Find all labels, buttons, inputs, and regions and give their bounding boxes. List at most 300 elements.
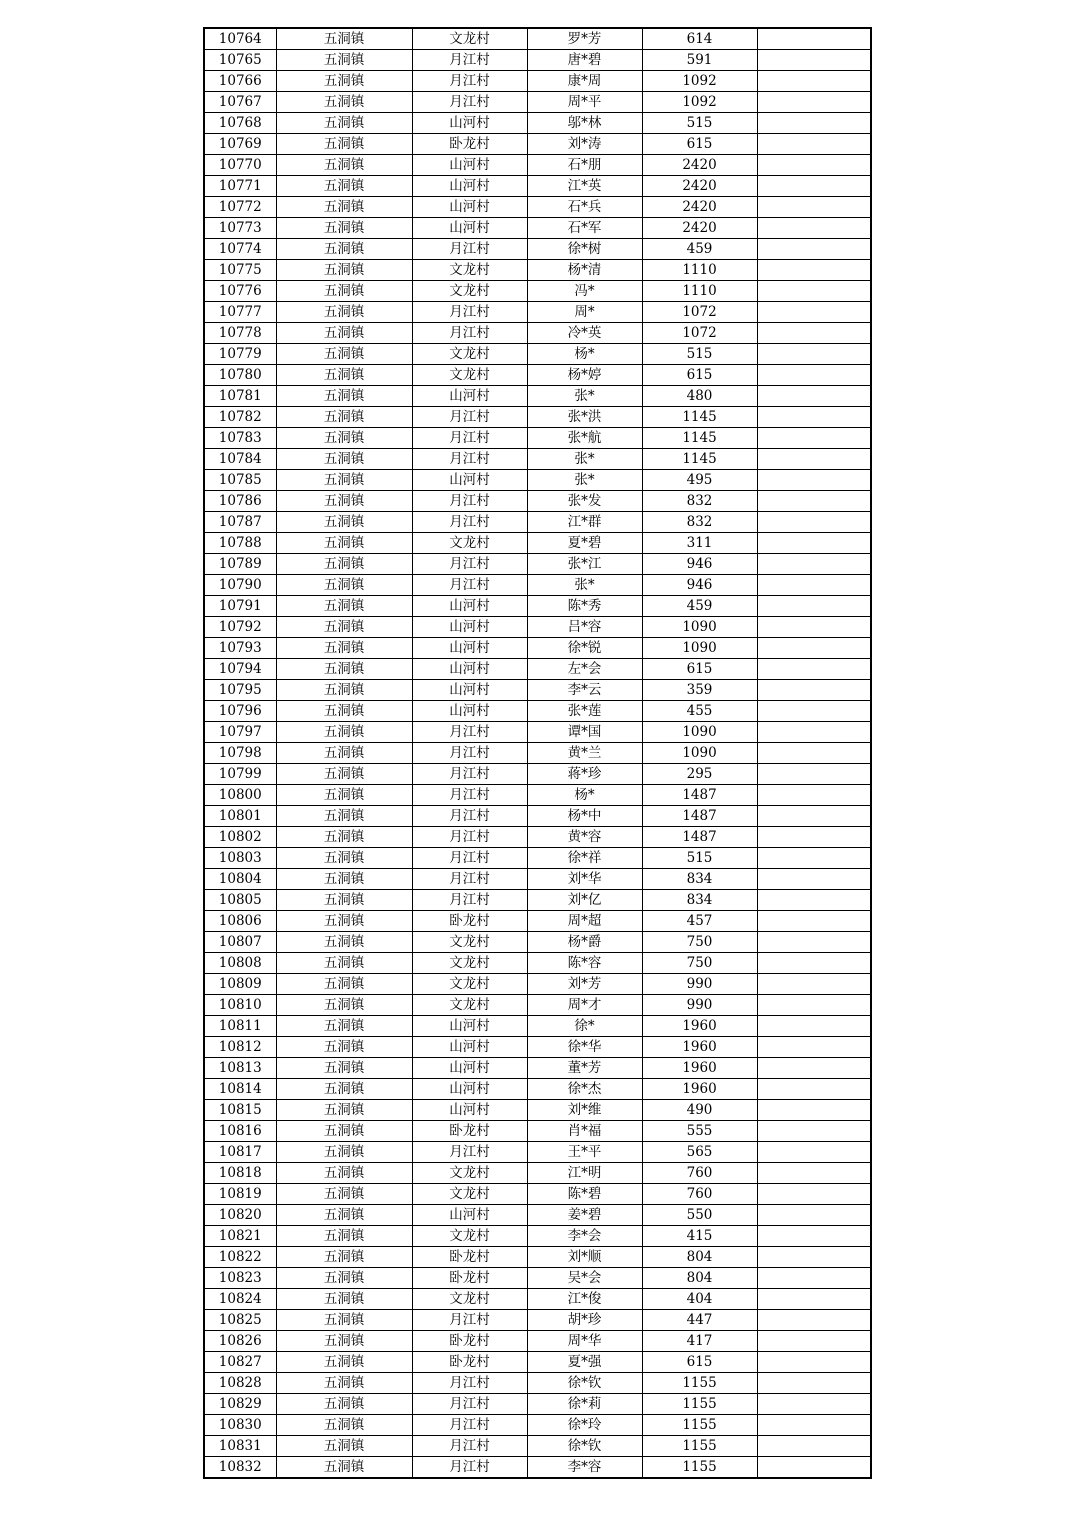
serial-number-cell: 10769 — [204, 134, 276, 155]
village-cell: 山河村 — [412, 218, 527, 239]
serial-number-cell: 10786 — [204, 491, 276, 512]
serial-number-cell: 10818 — [204, 1163, 276, 1184]
remark-cell — [757, 470, 871, 491]
village-cell: 月江村 — [412, 1310, 527, 1331]
remark-cell — [757, 974, 871, 995]
village-cell: 山河村 — [412, 1016, 527, 1037]
amount-cell: 455 — [642, 701, 757, 722]
serial-number-cell: 10770 — [204, 155, 276, 176]
serial-number-cell: 10827 — [204, 1352, 276, 1373]
town-cell: 五洞镇 — [276, 617, 412, 638]
town-cell: 五洞镇 — [276, 323, 412, 344]
serial-number-cell: 10771 — [204, 176, 276, 197]
village-cell: 文龙村 — [412, 953, 527, 974]
name-cell: 张* — [527, 470, 642, 491]
town-cell: 五洞镇 — [276, 1142, 412, 1163]
serial-number-cell: 10774 — [204, 239, 276, 260]
table-row — [204, 953, 871, 974]
amount-cell: 417 — [642, 1331, 757, 1352]
amount-cell: 760 — [642, 1163, 757, 1184]
town-cell: 五洞镇 — [276, 1268, 412, 1289]
village-cell: 山河村 — [412, 659, 527, 680]
table-row — [204, 428, 871, 449]
village-cell: 卧龙村 — [412, 911, 527, 932]
remark-cell — [757, 617, 871, 638]
village-cell: 月江村 — [412, 1436, 527, 1457]
town-cell: 五洞镇 — [276, 1226, 412, 1247]
name-cell: 江*明 — [527, 1163, 642, 1184]
remark-cell — [757, 28, 871, 50]
serial-number-cell: 10810 — [204, 995, 276, 1016]
name-cell: 谭*国 — [527, 722, 642, 743]
amount-cell: 1072 — [642, 302, 757, 323]
table-row — [204, 281, 871, 302]
serial-number-cell: 10776 — [204, 281, 276, 302]
serial-number-cell: 10826 — [204, 1331, 276, 1352]
village-cell: 文龙村 — [412, 1226, 527, 1247]
village-cell: 文龙村 — [412, 1289, 527, 1310]
amount-cell: 834 — [642, 869, 757, 890]
village-cell: 月江村 — [412, 869, 527, 890]
serial-number-cell: 10806 — [204, 911, 276, 932]
village-cell: 月江村 — [412, 1373, 527, 1394]
amount-cell: 457 — [642, 911, 757, 932]
village-cell: 山河村 — [412, 638, 527, 659]
remark-cell — [757, 113, 871, 134]
town-cell: 五洞镇 — [276, 1205, 412, 1226]
name-cell: 夏*碧 — [527, 533, 642, 554]
serial-number-cell: 10808 — [204, 953, 276, 974]
name-cell: 石*兵 — [527, 197, 642, 218]
town-cell: 五洞镇 — [276, 1415, 412, 1436]
amount-cell: 1090 — [642, 617, 757, 638]
name-cell: 张*江 — [527, 554, 642, 575]
table-row — [204, 197, 871, 218]
serial-number-cell: 10789 — [204, 554, 276, 575]
serial-number-cell: 10798 — [204, 743, 276, 764]
remark-cell — [757, 827, 871, 848]
serial-number-cell: 10775 — [204, 260, 276, 281]
town-cell: 五洞镇 — [276, 470, 412, 491]
town-cell: 五洞镇 — [276, 1058, 412, 1079]
name-cell: 陈*秀 — [527, 596, 642, 617]
remark-cell — [757, 134, 871, 155]
name-cell: 徐*玲 — [527, 1415, 642, 1436]
village-cell: 山河村 — [412, 386, 527, 407]
amount-cell: 990 — [642, 974, 757, 995]
remark-cell — [757, 1037, 871, 1058]
name-cell: 刘*维 — [527, 1100, 642, 1121]
amount-cell: 2420 — [642, 197, 757, 218]
amount-cell: 447 — [642, 1310, 757, 1331]
serial-number-cell: 10801 — [204, 806, 276, 827]
name-cell: 刘*华 — [527, 869, 642, 890]
name-cell: 姜*碧 — [527, 1205, 642, 1226]
table-row — [204, 134, 871, 155]
remark-cell — [757, 281, 871, 302]
remark-cell — [757, 1184, 871, 1205]
amount-cell: 565 — [642, 1142, 757, 1163]
serial-number-cell: 10815 — [204, 1100, 276, 1121]
town-cell: 五洞镇 — [276, 449, 412, 470]
table-row — [204, 1100, 871, 1121]
town-cell: 五洞镇 — [276, 1121, 412, 1142]
village-cell: 卧龙村 — [412, 1247, 527, 1268]
name-cell: 刘*亿 — [527, 890, 642, 911]
amount-cell: 515 — [642, 848, 757, 869]
serial-number-cell: 10782 — [204, 407, 276, 428]
table-row — [204, 1058, 871, 1079]
table-row — [204, 1373, 871, 1394]
serial-number-cell: 10824 — [204, 1289, 276, 1310]
amount-cell: 1960 — [642, 1037, 757, 1058]
table-row — [204, 617, 871, 638]
table-row — [204, 113, 871, 134]
table-row — [204, 554, 871, 575]
name-cell: 石*朋 — [527, 155, 642, 176]
name-cell: 李*会 — [527, 1226, 642, 1247]
remark-cell — [757, 533, 871, 554]
amount-cell: 1155 — [642, 1394, 757, 1415]
remark-cell — [757, 1016, 871, 1037]
table-row — [204, 743, 871, 764]
amount-cell: 311 — [642, 533, 757, 554]
remark-cell — [757, 596, 871, 617]
serial-number-cell: 10794 — [204, 659, 276, 680]
remark-cell — [757, 1247, 871, 1268]
remark-cell — [757, 1310, 871, 1331]
name-cell: 杨* — [527, 344, 642, 365]
village-cell: 山河村 — [412, 155, 527, 176]
remark-cell — [757, 197, 871, 218]
name-cell: 肖*福 — [527, 1121, 642, 1142]
name-cell: 刘*芳 — [527, 974, 642, 995]
name-cell: 罗*芳 — [527, 28, 642, 50]
name-cell: 周*才 — [527, 995, 642, 1016]
table-row — [204, 1205, 871, 1226]
name-cell: 徐*祥 — [527, 848, 642, 869]
amount-cell: 1487 — [642, 806, 757, 827]
town-cell: 五洞镇 — [276, 1184, 412, 1205]
amount-cell: 832 — [642, 512, 757, 533]
village-cell: 月江村 — [412, 302, 527, 323]
village-cell: 月江村 — [412, 428, 527, 449]
table-row — [204, 407, 871, 428]
amount-cell: 750 — [642, 953, 757, 974]
remark-cell — [757, 806, 871, 827]
name-cell: 周*平 — [527, 92, 642, 113]
name-cell: 石*军 — [527, 218, 642, 239]
name-cell: 董*芳 — [527, 1058, 642, 1079]
remark-cell — [757, 1457, 871, 1479]
amount-cell: 1487 — [642, 827, 757, 848]
village-cell: 月江村 — [412, 449, 527, 470]
name-cell: 张*莲 — [527, 701, 642, 722]
serial-number-cell: 10765 — [204, 50, 276, 71]
remark-cell — [757, 1415, 871, 1436]
remark-cell — [757, 365, 871, 386]
remark-cell — [757, 1163, 871, 1184]
table-row — [204, 1016, 871, 1037]
remark-cell — [757, 428, 871, 449]
name-cell: 张*航 — [527, 428, 642, 449]
village-cell: 月江村 — [412, 827, 527, 848]
remark-cell — [757, 995, 871, 1016]
town-cell: 五洞镇 — [276, 1247, 412, 1268]
name-cell: 张*发 — [527, 491, 642, 512]
serial-number-cell: 10793 — [204, 638, 276, 659]
table-row — [204, 785, 871, 806]
town-cell: 五洞镇 — [276, 239, 412, 260]
amount-cell: 1145 — [642, 449, 757, 470]
town-cell: 五洞镇 — [276, 134, 412, 155]
serial-number-cell: 10812 — [204, 1037, 276, 1058]
remark-cell — [757, 1373, 871, 1394]
amount-cell: 1110 — [642, 260, 757, 281]
amount-cell: 1092 — [642, 71, 757, 92]
table-row — [204, 1289, 871, 1310]
serial-number-cell: 10768 — [204, 113, 276, 134]
village-cell: 文龙村 — [412, 365, 527, 386]
village-cell: 月江村 — [412, 554, 527, 575]
village-cell: 山河村 — [412, 470, 527, 491]
amount-cell: 415 — [642, 1226, 757, 1247]
name-cell: 张* — [527, 386, 642, 407]
town-cell: 五洞镇 — [276, 680, 412, 701]
amount-cell: 1487 — [642, 785, 757, 806]
amount-cell: 550 — [642, 1205, 757, 1226]
village-cell: 月江村 — [412, 1142, 527, 1163]
village-cell: 卧龙村 — [412, 1268, 527, 1289]
table-row — [204, 512, 871, 533]
village-cell: 山河村 — [412, 113, 527, 134]
village-cell: 山河村 — [412, 176, 527, 197]
name-cell: 徐* — [527, 1016, 642, 1037]
serial-number-cell: 10773 — [204, 218, 276, 239]
table-row — [204, 1310, 871, 1331]
village-cell: 文龙村 — [412, 260, 527, 281]
serial-number-cell: 10802 — [204, 827, 276, 848]
village-cell: 文龙村 — [412, 974, 527, 995]
remark-cell — [757, 932, 871, 953]
village-cell: 月江村 — [412, 848, 527, 869]
name-cell: 周* — [527, 302, 642, 323]
remark-cell — [757, 218, 871, 239]
town-cell: 五洞镇 — [276, 1100, 412, 1121]
town-cell: 五洞镇 — [276, 785, 412, 806]
remark-cell — [757, 722, 871, 743]
table-row — [204, 995, 871, 1016]
village-cell: 卧龙村 — [412, 1331, 527, 1352]
remark-cell — [757, 302, 871, 323]
amount-cell: 1155 — [642, 1457, 757, 1479]
table-row — [204, 1457, 871, 1479]
remark-cell — [757, 176, 871, 197]
serial-number-cell: 10807 — [204, 932, 276, 953]
village-cell: 文龙村 — [412, 28, 527, 50]
remark-cell — [757, 659, 871, 680]
name-cell: 周*超 — [527, 911, 642, 932]
name-cell: 邬*林 — [527, 113, 642, 134]
table-row — [204, 344, 871, 365]
name-cell: 江*英 — [527, 176, 642, 197]
town-cell: 五洞镇 — [276, 701, 412, 722]
name-cell: 张*洪 — [527, 407, 642, 428]
remark-cell — [757, 575, 871, 596]
amount-cell: 750 — [642, 932, 757, 953]
amount-cell: 515 — [642, 344, 757, 365]
table-row — [204, 659, 871, 680]
table-row — [204, 722, 871, 743]
serial-number-cell: 10831 — [204, 1436, 276, 1457]
village-cell: 文龙村 — [412, 932, 527, 953]
table-row — [204, 890, 871, 911]
town-cell: 五洞镇 — [276, 659, 412, 680]
remark-cell — [757, 1331, 871, 1352]
village-cell: 月江村 — [412, 743, 527, 764]
remark-cell — [757, 1436, 871, 1457]
serial-number-cell: 10785 — [204, 470, 276, 491]
name-cell: 江*俊 — [527, 1289, 642, 1310]
remark-cell — [757, 323, 871, 344]
village-cell: 月江村 — [412, 407, 527, 428]
name-cell: 胡*珍 — [527, 1310, 642, 1331]
serial-number-cell: 10817 — [204, 1142, 276, 1163]
amount-cell: 615 — [642, 1352, 757, 1373]
village-cell: 卧龙村 — [412, 1352, 527, 1373]
town-cell: 五洞镇 — [276, 260, 412, 281]
table-row — [204, 71, 871, 92]
serial-number-cell: 10805 — [204, 890, 276, 911]
remark-cell — [757, 50, 871, 71]
name-cell: 唐*碧 — [527, 50, 642, 71]
table-row — [204, 1436, 871, 1457]
remark-cell — [757, 638, 871, 659]
remark-cell — [757, 92, 871, 113]
amount-cell: 614 — [642, 28, 757, 50]
name-cell: 夏*强 — [527, 1352, 642, 1373]
amount-cell: 1090 — [642, 722, 757, 743]
serial-number-cell: 10784 — [204, 449, 276, 470]
village-cell: 山河村 — [412, 680, 527, 701]
name-cell: 徐*杰 — [527, 1079, 642, 1100]
table-row — [204, 302, 871, 323]
amount-cell: 459 — [642, 596, 757, 617]
remark-cell — [757, 1205, 871, 1226]
serial-number-cell: 10766 — [204, 71, 276, 92]
amount-cell: 295 — [642, 764, 757, 785]
table-row — [204, 911, 871, 932]
amount-cell: 1072 — [642, 323, 757, 344]
town-cell: 五洞镇 — [276, 155, 412, 176]
table-row — [204, 176, 871, 197]
town-cell: 五洞镇 — [276, 722, 412, 743]
amount-cell: 490 — [642, 1100, 757, 1121]
table-row — [204, 764, 871, 785]
name-cell: 江*群 — [527, 512, 642, 533]
amount-cell: 804 — [642, 1247, 757, 1268]
town-cell: 五洞镇 — [276, 848, 412, 869]
name-cell: 左*会 — [527, 659, 642, 680]
village-cell: 月江村 — [412, 785, 527, 806]
serial-number-cell: 10767 — [204, 92, 276, 113]
town-cell: 五洞镇 — [276, 743, 412, 764]
village-cell: 月江村 — [412, 512, 527, 533]
remark-cell — [757, 1394, 871, 1415]
name-cell: 徐*莉 — [527, 1394, 642, 1415]
amount-cell: 1110 — [642, 281, 757, 302]
remark-cell — [757, 1142, 871, 1163]
remark-cell — [757, 260, 871, 281]
amount-cell: 1960 — [642, 1079, 757, 1100]
village-cell: 山河村 — [412, 701, 527, 722]
village-cell: 月江村 — [412, 239, 527, 260]
remark-cell — [757, 1100, 871, 1121]
town-cell: 五洞镇 — [276, 302, 412, 323]
amount-cell: 834 — [642, 890, 757, 911]
amount-cell: 591 — [642, 50, 757, 71]
amount-cell: 615 — [642, 365, 757, 386]
serial-number-cell: 10772 — [204, 197, 276, 218]
town-cell: 五洞镇 — [276, 218, 412, 239]
remark-cell — [757, 890, 871, 911]
table-row — [204, 1268, 871, 1289]
table-row — [204, 680, 871, 701]
serial-number-cell: 10829 — [204, 1394, 276, 1415]
name-cell: 陈*容 — [527, 953, 642, 974]
table-row — [204, 1079, 871, 1100]
village-cell: 月江村 — [412, 323, 527, 344]
town-cell: 五洞镇 — [276, 344, 412, 365]
table-row — [204, 155, 871, 176]
serial-number-cell: 10820 — [204, 1205, 276, 1226]
name-cell: 李*容 — [527, 1457, 642, 1479]
village-cell: 月江村 — [412, 1415, 527, 1436]
name-cell: 刘*顺 — [527, 1247, 642, 1268]
serial-number-cell: 10780 — [204, 365, 276, 386]
village-cell: 月江村 — [412, 722, 527, 743]
town-cell: 五洞镇 — [276, 1016, 412, 1037]
table-row — [204, 365, 871, 386]
remark-cell — [757, 1226, 871, 1247]
table-row — [204, 848, 871, 869]
village-cell: 月江村 — [412, 806, 527, 827]
town-cell: 五洞镇 — [276, 932, 412, 953]
town-cell: 五洞镇 — [276, 974, 412, 995]
amount-cell: 1155 — [642, 1373, 757, 1394]
town-cell: 五洞镇 — [276, 575, 412, 596]
town-cell: 五洞镇 — [276, 491, 412, 512]
table-row — [204, 1121, 871, 1142]
table-row — [204, 218, 871, 239]
remark-cell — [757, 344, 871, 365]
town-cell: 五洞镇 — [276, 1163, 412, 1184]
serial-number-cell: 10825 — [204, 1310, 276, 1331]
village-cell: 山河村 — [412, 197, 527, 218]
name-cell: 徐*钦 — [527, 1436, 642, 1457]
town-cell: 五洞镇 — [276, 28, 412, 50]
amount-cell: 1960 — [642, 1058, 757, 1079]
amount-cell: 1090 — [642, 638, 757, 659]
town-cell: 五洞镇 — [276, 50, 412, 71]
town-cell: 五洞镇 — [276, 890, 412, 911]
town-cell: 五洞镇 — [276, 953, 412, 974]
amount-cell: 495 — [642, 470, 757, 491]
serial-number-cell: 10796 — [204, 701, 276, 722]
town-cell: 五洞镇 — [276, 1310, 412, 1331]
table-row — [204, 28, 871, 50]
remark-cell — [757, 764, 871, 785]
